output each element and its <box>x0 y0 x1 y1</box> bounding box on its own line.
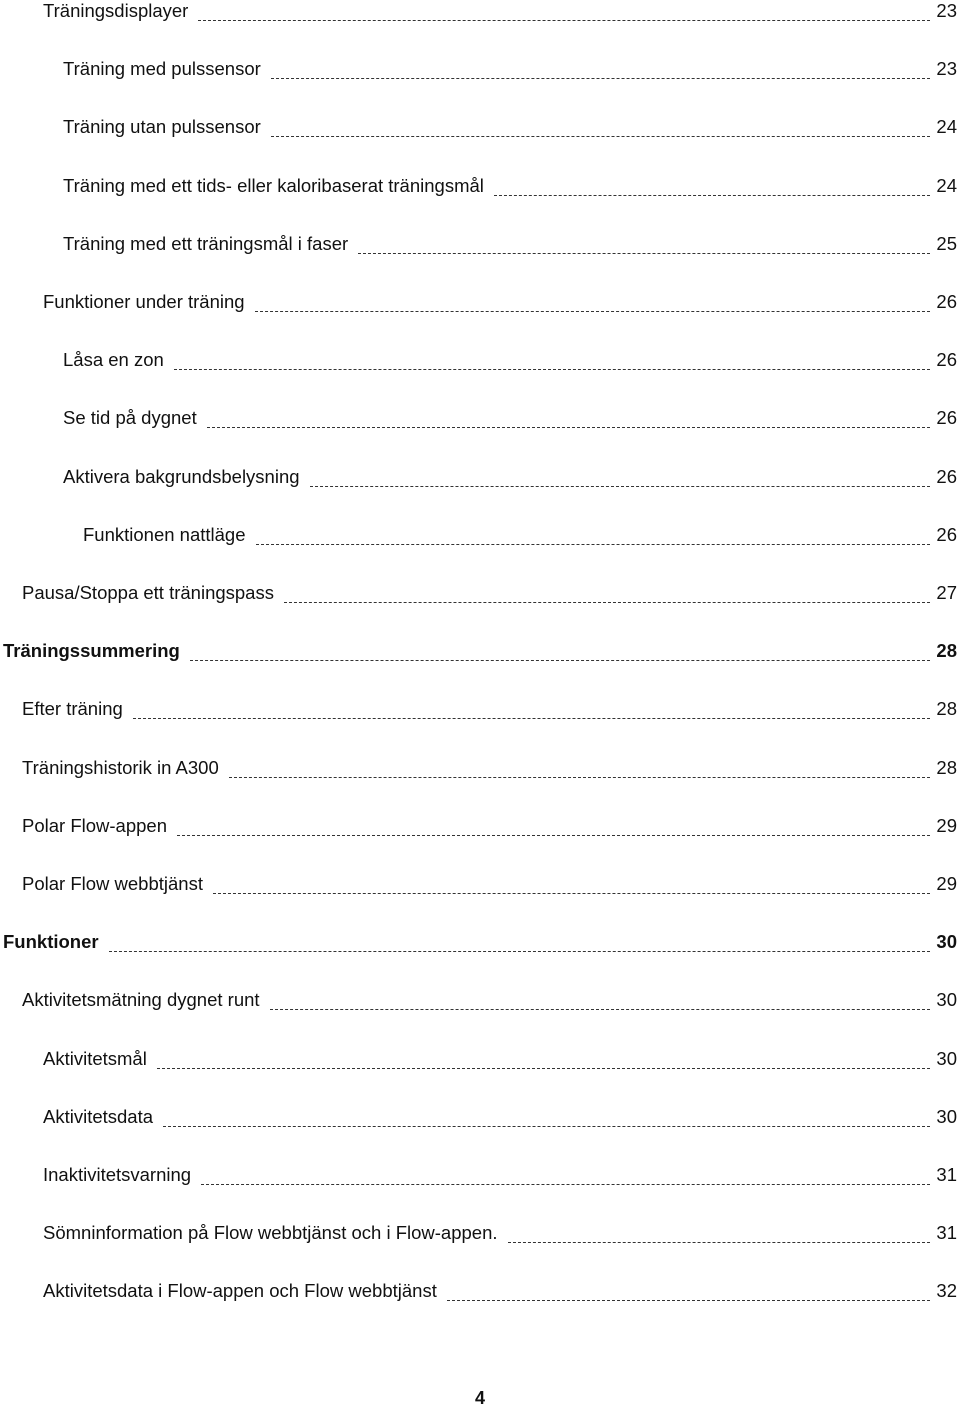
toc-leader-dots <box>255 311 931 312</box>
toc-entry-title: Aktivera bakgrundsbelysning <box>63 465 300 487</box>
toc-entry-page: 30 <box>936 1047 957 1069</box>
toc-entry-title: Träningshistorik in A300 <box>22 756 219 778</box>
toc-leader-dots <box>109 951 931 952</box>
toc-entry-page: 26 <box>936 465 957 487</box>
toc-entry-title: Polar Flow webbtjänst <box>22 873 203 894</box>
toc-entry-title: Sömninformation på Flow webbtjänst och i Flow-appen. <box>43 1222 498 1244</box>
toc-entry[interactable] <box>43 287 957 313</box>
toc-entry[interactable] <box>22 985 957 1011</box>
toc-entry-page: 24 <box>936 116 957 138</box>
toc-entry[interactable] <box>22 753 957 779</box>
toc-entry[interactable] <box>63 345 957 371</box>
toc-entry-page: 28 <box>936 640 957 662</box>
toc-entry-page: 32 <box>936 1280 957 1302</box>
toc-entry[interactable] <box>43 1160 957 1186</box>
toc-leader-dots <box>447 1300 931 1301</box>
toc-leader-dots <box>174 369 931 370</box>
toc-entry-title: Se tid på dygnet <box>63 407 197 429</box>
toc-leader-dots <box>163 1126 930 1127</box>
toc-entry-page: 30 <box>936 931 957 953</box>
toc-entry[interactable] <box>43 1218 957 1244</box>
toc-entry-page: 26 <box>936 291 957 312</box>
toc-leader-dots <box>133 718 931 719</box>
toc-entry-page: 28 <box>936 756 957 778</box>
toc-leader-dots <box>177 835 930 836</box>
toc-entry-title: Funktioner <box>3 931 99 953</box>
toc-entry-page: 23 <box>936 0 957 21</box>
toc-entry[interactable] <box>63 462 957 488</box>
toc-entry-title: Aktivitetsmål <box>43 1047 147 1069</box>
toc-entry[interactable] <box>43 1102 957 1128</box>
toc-leader-dots <box>190 660 931 661</box>
toc-entry-title: Träning med ett träningsmål i faser <box>63 232 349 254</box>
toc-leader-dots <box>358 253 930 254</box>
toc-entry-title: Inaktivitetsvarning <box>43 1164 192 1185</box>
toc-entry-page: 27 <box>936 582 957 603</box>
toc-entry-page: 31 <box>936 1222 957 1244</box>
toc-entry-page: 28 <box>936 698 957 720</box>
toc-leader-dots <box>270 1009 931 1010</box>
toc-entry-page: 24 <box>936 174 957 196</box>
toc-entry-title: Pausa/Stoppa ett träningspass <box>22 582 274 603</box>
toc-entry[interactable] <box>3 927 957 953</box>
toc-entry-title: Träning med pulssensor <box>63 58 261 80</box>
toc-leader-dots <box>207 427 931 428</box>
toc-entry[interactable] <box>63 229 957 255</box>
toc-entry[interactable] <box>22 694 957 720</box>
toc-entry[interactable] <box>63 171 957 197</box>
toc-entry-title: Träning utan pulssensor <box>63 116 261 138</box>
toc-entry[interactable] <box>3 636 957 662</box>
toc-entry-page: 26 <box>936 349 957 371</box>
toc-leader-dots <box>201 1184 930 1185</box>
toc-entry-page: 30 <box>936 989 957 1011</box>
toc-entry-title: Träning med ett tids- eller kaloribaserat träningsmål <box>63 174 484 196</box>
toc-leader-dots <box>284 602 930 603</box>
toc-leader-dots <box>157 1068 931 1069</box>
toc-entry[interactable] <box>63 112 957 138</box>
toc-entry-title: Funktionen nattläge <box>83 523 246 545</box>
toc-leader-dots <box>494 195 931 196</box>
toc-leader-dots <box>310 486 931 487</box>
toc-entry-page: 23 <box>936 58 957 80</box>
page-number: 4 <box>474 1388 485 1408</box>
toc-leader-dots <box>229 777 931 778</box>
toc-entry[interactable] <box>63 403 957 429</box>
toc-entry[interactable] <box>22 578 957 604</box>
toc-entry-page: 26 <box>936 523 957 545</box>
toc-entry-page: 29 <box>936 873 957 894</box>
toc-entry[interactable] <box>22 811 957 837</box>
toc-entry[interactable] <box>83 520 957 546</box>
toc-entry-title: Efter träning <box>22 698 123 720</box>
toc-entry-title: Funktioner under träning <box>43 291 245 312</box>
toc-entry[interactable] <box>43 1044 957 1070</box>
toc-entry[interactable] <box>43 0 957 22</box>
toc-entry-title: Aktivitetsdata <box>43 1105 154 1127</box>
toc-entry-title: Aktivitetsdata i Flow-appen och Flow webbtjänst <box>43 1280 437 1302</box>
toc-entry-page: 30 <box>936 1105 957 1127</box>
toc-entry[interactable] <box>63 54 957 80</box>
toc-leader-dots <box>271 78 931 79</box>
toc-entry-page: 29 <box>936 814 957 836</box>
toc-entry-title: Träningsdisplayer <box>43 0 189 21</box>
toc-entry[interactable] <box>22 869 957 895</box>
toc-leader-dots <box>198 20 930 21</box>
toc-entry-page: 31 <box>936 1164 957 1185</box>
toc-entry-title: Träningssummering <box>3 640 180 662</box>
toc-leader-dots <box>271 136 931 137</box>
toc-entry-title: Låsa en zon <box>63 349 164 371</box>
toc-leader-dots <box>256 544 931 545</box>
toc-entry-title: Aktivitetsmätning dygnet runt <box>22 989 260 1011</box>
toc-entry-page: 26 <box>936 407 957 429</box>
toc-entry-page: 25 <box>936 232 957 254</box>
toc-leader-dots <box>508 1242 931 1243</box>
toc-entry[interactable] <box>43 1276 957 1302</box>
toc-entry-title: Polar Flow-appen <box>22 814 167 836</box>
toc-leader-dots <box>213 893 930 894</box>
